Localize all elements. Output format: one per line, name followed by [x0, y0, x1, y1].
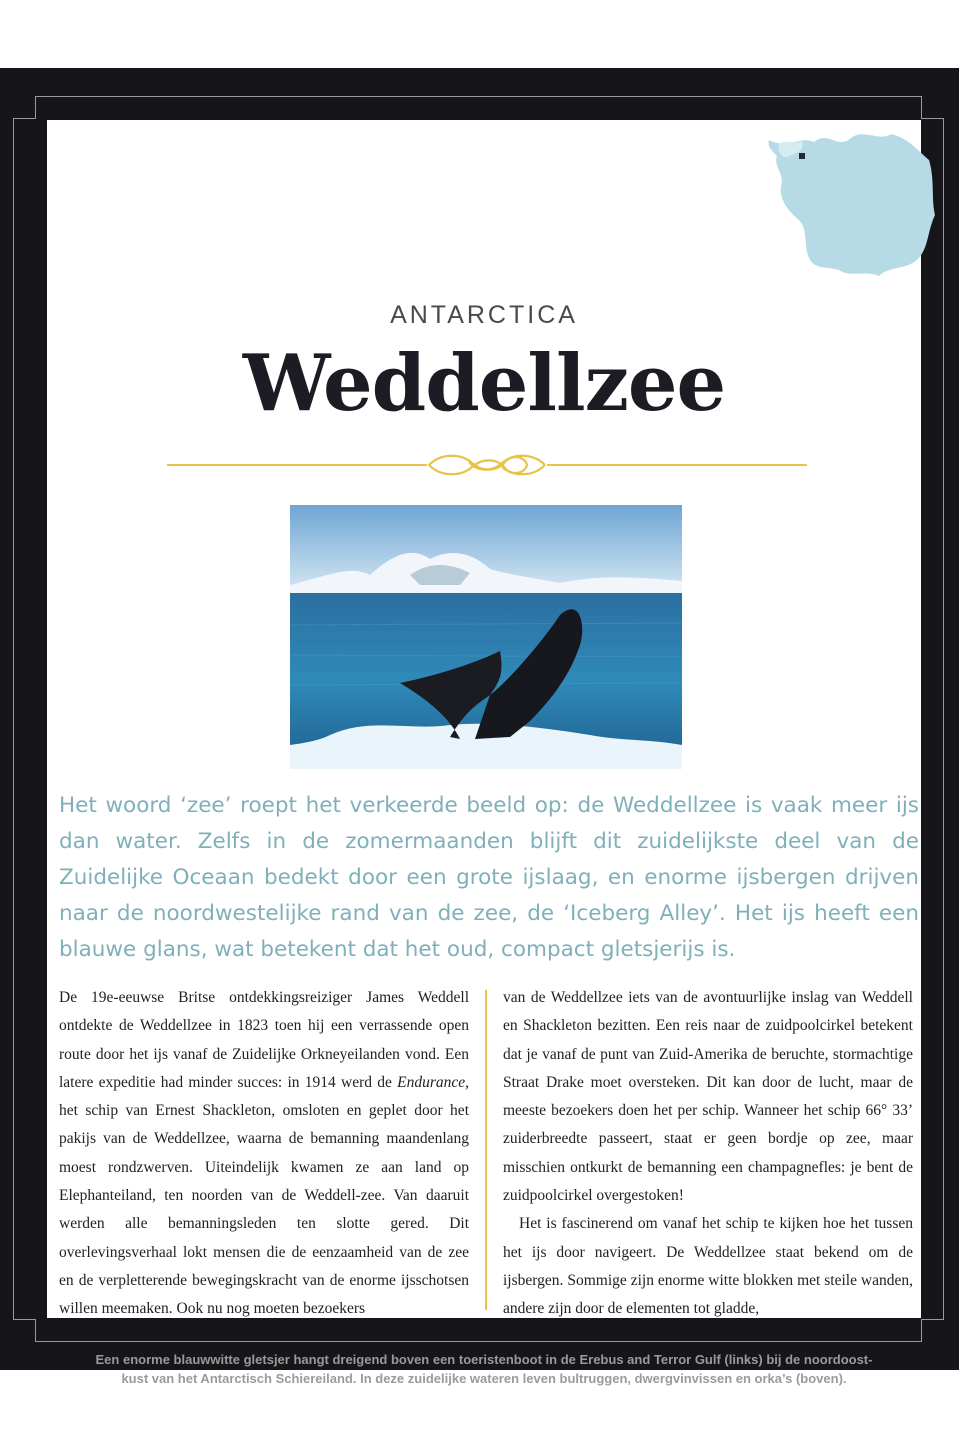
body-column-right	[503, 984, 913, 1324]
body-text: De 19e-eeuwse Britse ontdekkingsreiziger James Weddell ontdekte de Weddellzee in 1823 toen hij een verrassende open route door het ijs vanaf de Zuidelijke Orkneyeilanden vond. Een latere expeditie had minder succes: in 1914 werd de	[59, 989, 469, 1091]
frame-corner-top-right	[921, 96, 944, 119]
caption-line: Een enorme blauwwitte gletsjer hangt dreigend boven een toeristenboot in de Erebus and Terror Gulf (links) bij de noordoost-	[95, 1352, 873, 1367]
antarctica-map-icon	[759, 120, 939, 280]
photo-caption	[47, 1350, 921, 1388]
column-divider	[485, 990, 487, 1310]
article-page	[47, 120, 921, 1386]
body-paragraph: Het is fascinerend om vanaf het schip te kijken hoe het tussen het ijs door navigeert. De Weddellzee staat bekend om de ijsbergen. Sommige zijn enorme witte blokken met steile wanden, andere zijn door de elementen tot gladde,	[503, 1215, 913, 1318]
lead-paragraph: Het woord ‘zee’ roept het verkeerde beeld op: de Weddellzee is vaak meer ijs dan water. Zelfs in de zomermaanden blijft dit zuidelijkste deel van de Zuidelijke Oceaan bedekt door een grote ijslaag, en enorme ijsbergen drijven naar de noordwestelijke rand van de zee, de ‘Iceberg Alley’. Het ijs heeft een blauwe glans, wat betekent dat het oud, compact gletsjerijs is.	[59, 793, 919, 962]
frame-corner-bottom-right	[921, 1319, 944, 1342]
body-paragraph	[59, 984, 469, 1324]
body-text: , het schip van Ernest Shackleton, omsloten en geplet door het pakijs van de Weddellzee, waarna de bemanning maandenlang moest rondzwerven. Uiteindelijk kwamen ze aan land op Elephanteiland, ten noorden van de Weddell-zee. Van daaruit werden alle bemanningsleden ten slotte gered. Dit overlevingsverhaal lokt mensen die de eenzaamheid van de zee en de verpletterende bewegingskracht van de enorme ijsschotsen willen meemaken. Ook nu nog moeten bezoekers	[59, 1073, 470, 1318]
region-label: ANTARCTICA	[390, 301, 578, 329]
page-frame	[0, 68, 959, 1386]
ship-name: Endurance	[397, 1073, 466, 1091]
caption-line: kust van het Antarctisch Schiereiland. In deze zuidelijke wateren leven bultruggen, dwergvinvissen en orka’s (boven).	[121, 1371, 847, 1386]
body-column-left	[59, 984, 469, 1324]
page-title: Weddellzee	[242, 338, 726, 429]
frame-corner-top-left	[13, 96, 36, 119]
flourish-ornament-icon	[167, 450, 807, 480]
whale-tail-photo	[290, 505, 682, 769]
body-paragraph: van de Weddellzee iets van de avontuurlijke inslag van Weddell en Shackleton bezitten. Een reis naar de zuidpoolcirkel betekent dat je vanaf de punt van Zuid-Amerika de beruchte, stormachtige Straat Drake moet oversteken. Dit kan door de lucht, maar de meeste bezoekers doen het per schip. Wanneer het schip 66° 33’ zuiderbreedte passeert, staat er geen bordje op zee, maar misschien ontkurkt de bemanning een champagnefles: je bent de zuidpoolcirkel overgestoken!	[503, 989, 913, 1205]
frame-corner-bottom-left	[13, 1319, 36, 1342]
